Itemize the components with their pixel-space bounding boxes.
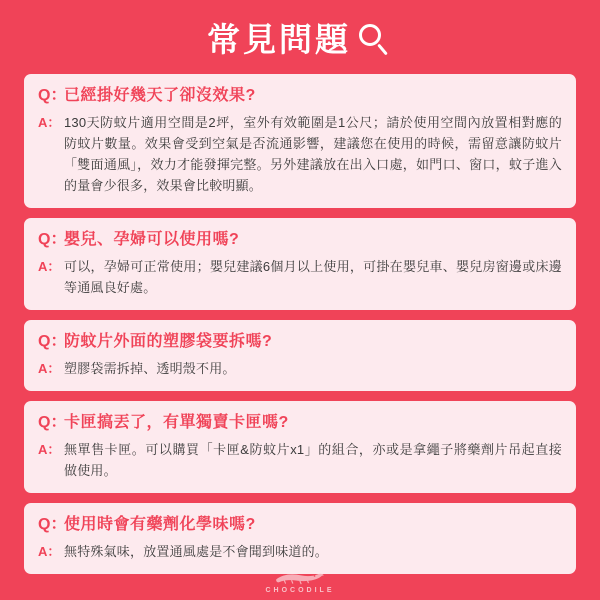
faq-list <box>24 74 576 574</box>
answer-tag: A： <box>38 115 61 130</box>
faq-answer: 無特殊氣味，放置通風處是不會聞到味道的。 <box>64 544 329 559</box>
question-tag: Q： <box>38 414 67 431</box>
faq-question: 嬰兒、孕婦可以使用嗎? <box>64 231 240 248</box>
faq-item <box>24 503 576 574</box>
faq-item <box>24 320 576 391</box>
faq-question: 使用時會有藥劑化學味嗎? <box>64 516 256 533</box>
faq-answer-row <box>38 358 562 379</box>
faq-answer-row <box>38 112 562 196</box>
question-tag: Q： <box>38 516 67 533</box>
question-tag: Q： <box>38 87 67 104</box>
faq-answer-row <box>38 256 562 298</box>
question-tag: Q： <box>38 333 67 350</box>
faq-answer-row <box>38 541 562 562</box>
crocodile-icon <box>274 569 326 586</box>
page-title: 常見問題 <box>207 21 351 58</box>
faq-answer: 可以，孕婦可正常使用；嬰兒建議6個月以上使用，可掛在嬰兒車、嬰兒房窗邊或床邊等通風良好處。 <box>64 259 562 295</box>
question-tag: Q： <box>38 231 67 248</box>
faq-question-row <box>38 513 562 536</box>
answer-tag: A： <box>38 361 61 376</box>
brand-name: CHOCODILE <box>265 587 335 594</box>
faq-question: 已經掛好幾天了卻沒效果? <box>64 87 256 104</box>
faq-question-row <box>38 411 562 434</box>
faq-question-row <box>38 330 562 353</box>
faq-question-row <box>38 228 562 251</box>
faq-answer: 塑膠袋需拆掉、透明殼不用。 <box>64 361 236 376</box>
page-header <box>207 18 393 62</box>
faq-item <box>24 401 576 493</box>
faq-question-row <box>38 84 562 107</box>
faq-question: 防蚊片外面的塑膠袋要拆嗎? <box>64 333 273 350</box>
page-footer <box>0 569 600 594</box>
answer-tag: A： <box>38 259 61 274</box>
faq-answer: 130天防蚊片適用空間是2坪，室外有效範圍是1公尺；請於使用空間內放置相對應的防蚊片數量。效果會受到空氣是否流通影響，建議您在使用的時候，需留意讓防蚊片「雙面通風」，效力才能發揮完整。另外建議放在出入口處，如門口、窗口，蚊子進入的量會少很多，效果會比較明顯。 <box>64 115 562 193</box>
answer-tag: A： <box>38 544 61 559</box>
faq-question: 卡匣搞丟了，有單獨賣卡匣嗎? <box>64 414 289 431</box>
magnifier-icon <box>357 22 393 58</box>
faq-answer: 無單售卡匣。可以購買「卡匣&防蚊片x1」的組合，亦或是拿繩子將藥劑片吊起直接做使用。 <box>64 442 562 478</box>
faq-item <box>24 74 576 208</box>
faq-item <box>24 218 576 310</box>
faq-answer-row <box>38 439 562 481</box>
answer-tag: A： <box>38 442 61 457</box>
